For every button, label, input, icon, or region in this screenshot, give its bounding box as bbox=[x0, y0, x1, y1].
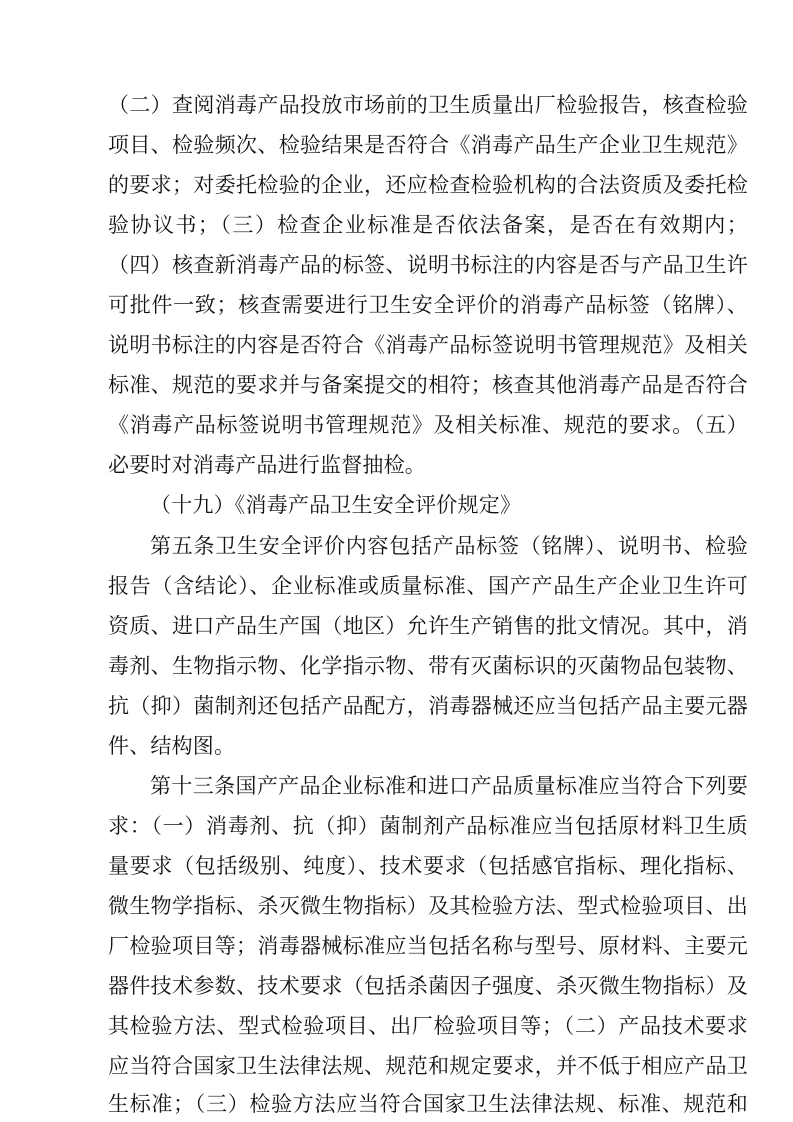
paragraph-line: 报告（含结论）、企业标准或质量标准、国产产品生产企业卫生许可 bbox=[108, 574, 748, 598]
paragraph-line: 量要求（包括级别、纯度）、技术要求（包括感官指标、理化指标、 bbox=[108, 854, 748, 878]
paragraph-line: 标准、规范的要求并与备案提交的相符；核查其他消毒产品是否符合 bbox=[108, 373, 748, 397]
paragraph-line: 的要求；对委托检验的企业，还应检查检验机构的合法资质及委托检 bbox=[108, 173, 748, 197]
paragraph-line: 器件技术参数、技术要求（包括杀菌因子强度、杀灭微生物指标）及 bbox=[108, 974, 748, 998]
paragraph-line: 资质、进口产品生产国（地区）允许生产销售的批文情况。其中，消 bbox=[108, 614, 748, 638]
paragraph-line: 其检验方法、型式检验项目、出厂检验项目等；（二）产品技术要求 bbox=[108, 1014, 748, 1038]
paragraph-line: 件、结构图。 bbox=[108, 734, 236, 758]
paragraph-line: 项目、检验频次、检验结果是否符合《消毒产品生产企业卫生规范》 bbox=[108, 133, 748, 157]
paragraph-line: 毒剂、生物指示物、化学指示物、带有灭菌标识的灭菌物品包装物、 bbox=[108, 654, 748, 678]
paragraph-line: 微生物学指标、杀灭微生物指标）及其检验方法、型式检验项目、出 bbox=[108, 894, 748, 918]
paragraph-line: 必要时对消毒产品进行监督抽检。 bbox=[108, 453, 426, 477]
paragraph-line: 验协议书；（三）检查企业标准是否依法备案，是否在有效期内； bbox=[108, 213, 748, 237]
paragraph-line: （四）核查新消毒产品的标签、说明书标注的内容是否与产品卫生许 bbox=[108, 253, 748, 277]
paragraph-line: 说明书标注的内容是否符合《消毒产品标签说明书管理规范》及相关 bbox=[108, 333, 748, 357]
paragraph-line: 《消毒产品标签说明书管理规范》及相关标准、规范的要求。（五） bbox=[108, 413, 748, 437]
paragraph-line: 生标准；（三）检验方法应当符合国家卫生法律法规、标准、规范和 bbox=[108, 1092, 748, 1116]
paragraph-line: （二）查阅消毒产品投放市场前的卫生质量出厂检验报告，核查检验 bbox=[108, 93, 748, 117]
paragraph-line: 第五条卫生安全评价内容包括产品标签（铭牌）、说明书、检验 bbox=[150, 534, 748, 558]
paragraph-line: 可批件一致；核查需要进行卫生安全评价的消毒产品标签（铭牌）、 bbox=[108, 293, 748, 317]
section-heading: （十九）《消毒产品卫生安全评价规定》 bbox=[150, 493, 522, 517]
paragraph-line: 求：（一）消毒剂、抗（抑）菌制剂产品标准应当包括原材料卫生质 bbox=[108, 814, 748, 838]
paragraph-line: 应当符合国家卫生法律法规、规范和规定要求，并不低于相应产品卫 bbox=[108, 1054, 748, 1078]
paragraph-line: 抗（抑）菌制剂还包括产品配方，消毒器械还应当包括产品主要元器 bbox=[108, 694, 748, 718]
paragraph-line: 厂检验项目等；消毒器械标准应当包括名称与型号、原材料、主要元 bbox=[108, 934, 748, 958]
paragraph-line: 第十三条国产产品企业标准和进口产品质量标准应当符合下列要 bbox=[150, 774, 748, 798]
